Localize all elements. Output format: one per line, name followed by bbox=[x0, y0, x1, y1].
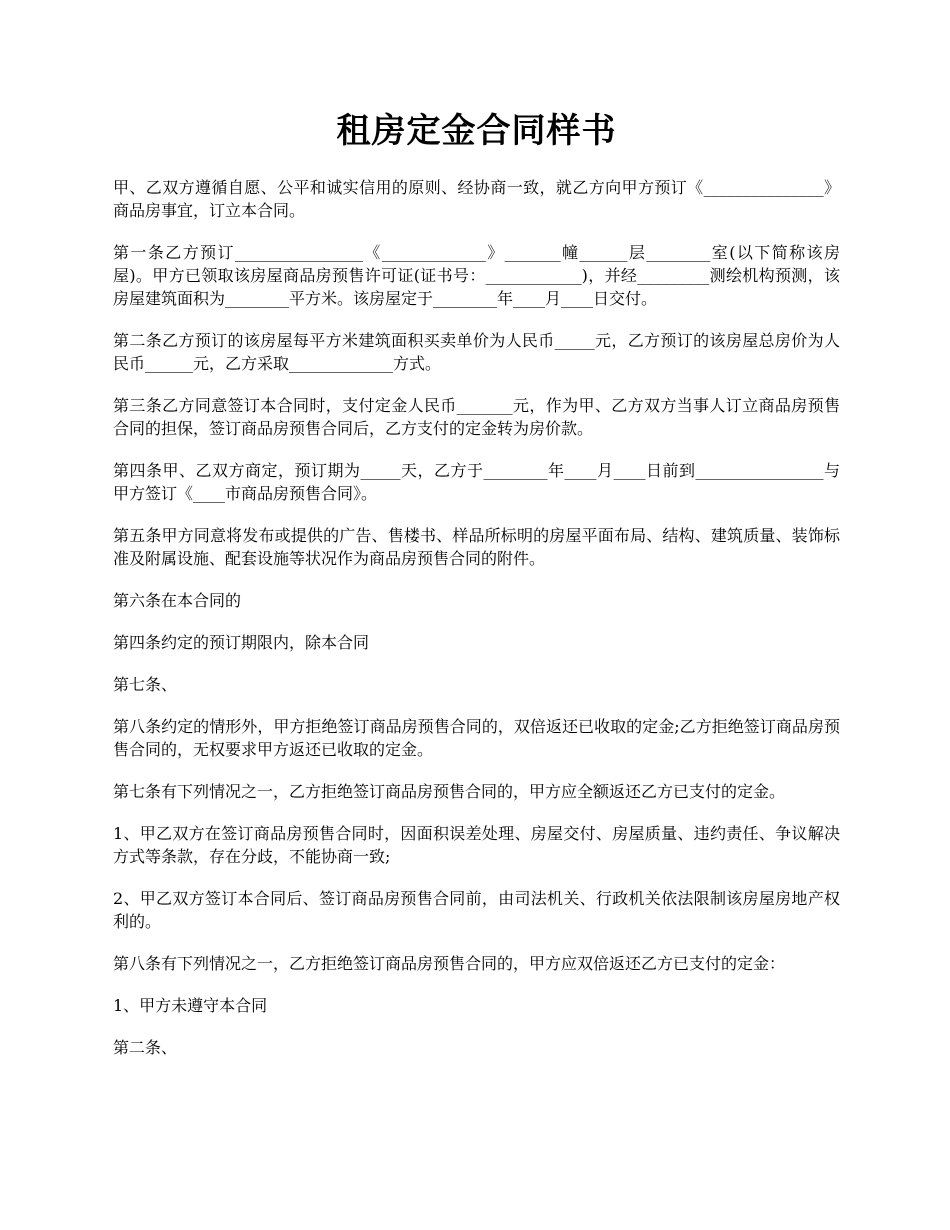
article-1-paragraph: 第一条乙方预订________________《_____________》_______幢______层________室(以下简称该房屋)。甲方已领取该房屋商品房预售许可证(证书号：____________)，并经_________测绘机构预测，该房屋建筑面积为________平方米。该房屋定于________年____月____日交付。 bbox=[113, 243, 840, 308]
article-8-paragraph: 第八条有下列情况之一，乙方拒绝签订商品房预售合同的，甲方应双倍返还乙方已支付的定金： bbox=[113, 954, 786, 973]
article-8-item-1: 1、甲方未遵守本合同 bbox=[113, 996, 268, 1015]
document-page bbox=[113, 108, 840, 1078]
intro-paragraph: 甲、乙双方遵循自愿、公平和诚实信用的原则、经协商一致，就乙方向甲方预订《_______________》商品房事宜，订立本合同。 bbox=[113, 178, 840, 220]
article-2-reference-paragraph: 第二条、 bbox=[113, 1038, 178, 1057]
article-3-paragraph: 第三条乙方同意签订本合同时，支付定金人民币_______元，作为甲、乙方双方当事人订立商品房预售合同的担保，签订商品房预售合同后，乙方支付的定金转为房价款。 bbox=[113, 396, 840, 438]
article-5-paragraph: 第五条甲方同意将发布或提供的广告、售楼书、样品所标明的房屋平面布局、结构、建筑质量、装饰标准及附属设施、配套设施等状况作为商品房预售合同的附件。 bbox=[113, 526, 840, 568]
article-7-item-2: 2、甲乙双方签订本合同后、签订商品房预售合同前，由司法机关、行政机关依法限制该房屋房地产权利的。 bbox=[113, 889, 840, 931]
article-8-fragment-paragraph: 第八条约定的情形外，甲方拒绝签订商品房预售合同的，双倍返还已收取的定金;乙方拒绝签订商品房预售合同的，无权要求甲方返还已收取的定金。 bbox=[113, 717, 840, 759]
article-6-paragraph: 第六条在本合同的 bbox=[113, 591, 242, 610]
document-title: 租房定金合同样书 bbox=[336, 111, 617, 151]
article-7-item-1: 1、甲乙双方在签订商品房预售合同时，因面积误差处理、房屋交付、房屋质量、违约责任、争议解决方式等条款，存在分歧，不能协商一致; bbox=[113, 824, 840, 866]
article-6-continued-paragraph: 第四条约定的预订期限内，除本合同 bbox=[113, 633, 370, 652]
article-2-paragraph: 第二条乙方预订的该房屋每平方米建筑面积买卖单价为人民币_____元，乙方预订的该房屋总房价为人民币______元，乙方采取_____________方式。 bbox=[113, 331, 840, 373]
article-7-paragraph: 第七条有下列情况之一，乙方拒绝签订商品房预售合同的，甲方应全额返还乙方已支付的定金。 bbox=[113, 782, 786, 801]
article-4-paragraph: 第四条甲、乙双方商定，预订期为_____天，乙方于________年____月____日前到________________与甲方签订《____市商品房预售合同》。 bbox=[113, 461, 840, 503]
article-7-fragment-paragraph: 第七条、 bbox=[113, 675, 178, 694]
